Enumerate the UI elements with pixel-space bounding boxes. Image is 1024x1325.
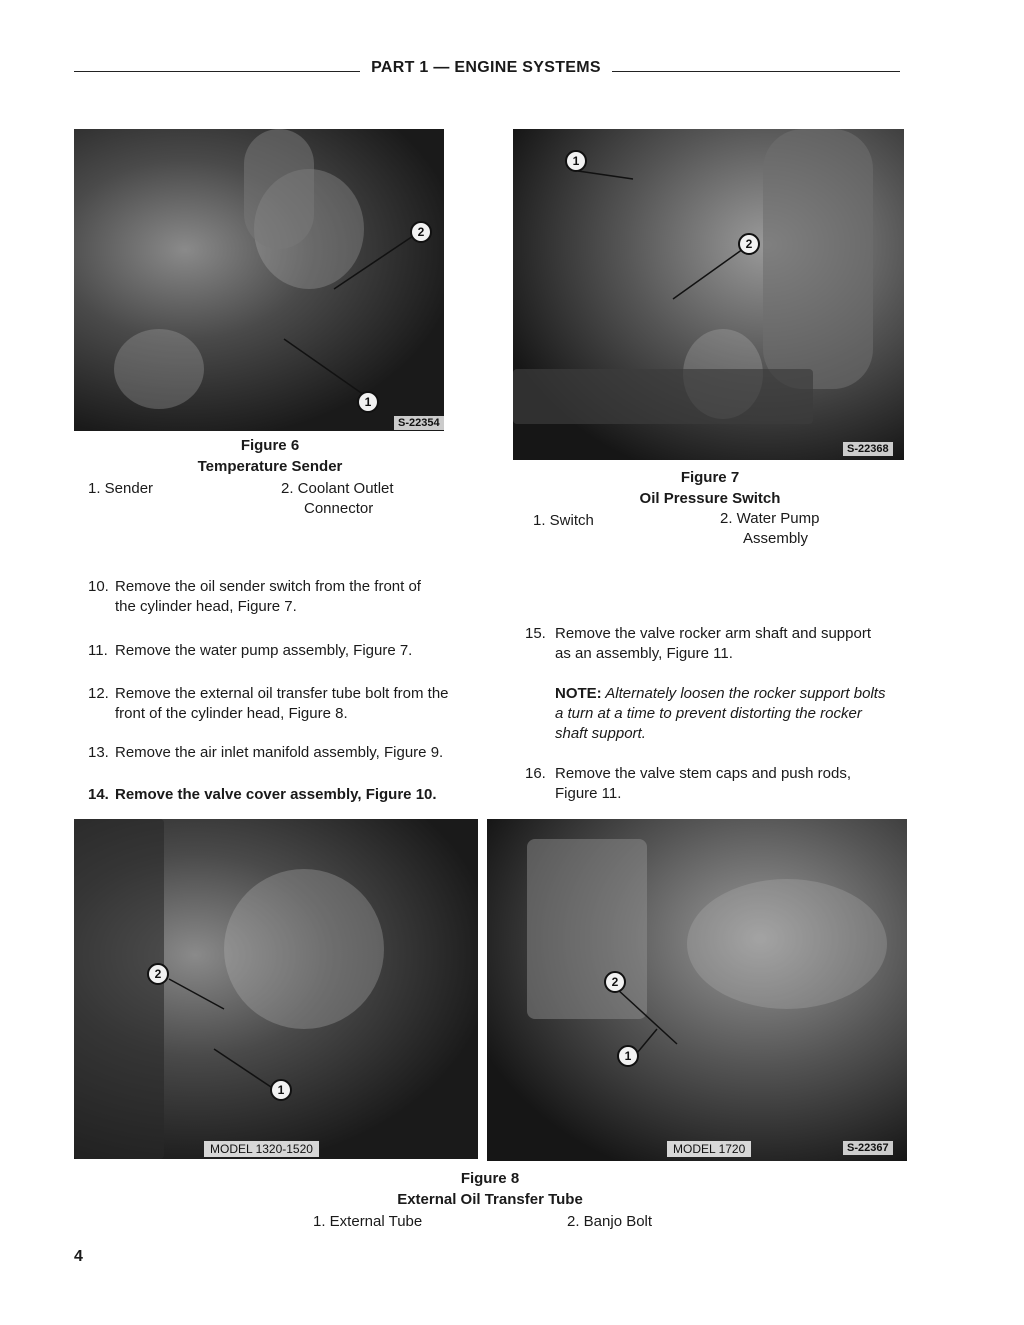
figure-6-callout-2: 2 [410, 221, 432, 243]
page-number: 4 [74, 1248, 83, 1265]
figure-8-title: External Oil Transfer Tube [397, 1191, 583, 1208]
figure-7-legend-2-line-2: Assembly [743, 530, 809, 547]
figure-7-label: Figure 7 [680, 469, 740, 486]
figure-7-title: Oil Pressure Switch [639, 490, 781, 507]
step-13: 13. Remove the air inlet manifold assembly, Figure 9. [88, 744, 444, 761]
figure-7-legend-1: 1. Switch [533, 512, 594, 529]
step-16: 16. Remove the valve stem caps and push rods, Figure 11. [525, 765, 851, 802]
figure-7-callout-2: 2 [738, 233, 760, 255]
header-rule-right [612, 71, 900, 72]
figure-6-label: Figure 6 [240, 437, 300, 454]
figure-6-photo [74, 129, 444, 431]
figure-6-legend-1: 1. Sender [88, 480, 154, 497]
figure-7-callout-1: 1 [565, 150, 587, 172]
figure-8-left-callout-2: 2 [147, 963, 169, 985]
figure-6-legend-2-line-1: 2. Coolant Outlet [281, 480, 394, 497]
figure-6-legend-2-line-2: Connector [304, 500, 374, 517]
figure-8-legend-1: 1. External Tube [313, 1213, 423, 1230]
figure-6-leader-lines [74, 129, 444, 431]
figure-6-callout-1: 1 [357, 391, 379, 413]
header-rule-left [74, 71, 360, 72]
figure-7-leader-lines [513, 129, 904, 460]
step-12: 12. Remove the external oil transfer tube bolt from the front of the cylinder head, Figure 8. [88, 685, 449, 722]
figure-8-right-model-tag: MODEL 1720 [667, 1141, 751, 1157]
note-rocker-support: NOTE: Alternately loosen the rocker support bolts a turn at a time to prevent distorting the rocker shaft support. [555, 685, 886, 742]
figure-6-title: Temperature Sender [197, 458, 343, 475]
figure-8-left-callout-1: 1 [270, 1079, 292, 1101]
figure-8-left-leader-lines [74, 819, 478, 1159]
figure-8-code: S-22367 [843, 1141, 893, 1155]
figure-8-right-leader-lines [487, 819, 907, 1161]
figure-8-left-photo [74, 819, 478, 1159]
step-15: 15. Remove the valve rocker arm shaft and support as an assembly, Figure 11. [525, 625, 871, 662]
figure-7-legend-2-line-1: 2. Water Pump [720, 510, 820, 527]
figure-8-right-callout-1: 1 [617, 1045, 639, 1067]
figure-8-left-model-tag: MODEL 1320-1520 [204, 1141, 319, 1157]
step-10: 10. Remove the oil sender switch from the front of the cylinder head, Figure 7. [88, 578, 421, 615]
figure-7-code: S-22368 [843, 442, 893, 456]
figure-8-label: Figure 8 [460, 1170, 520, 1187]
page-header-title: PART 1 — ENGINE SYSTEMS [371, 59, 601, 76]
figure-7-photo [513, 129, 904, 460]
figure-8-legend-2: 2. Banjo Bolt [567, 1213, 653, 1230]
step-11: 11. Remove the water pump assembly, Figure 7. [88, 642, 413, 659]
note-label: NOTE: [555, 685, 602, 702]
figure-8-right-photo [487, 819, 907, 1161]
step-14: 14. Remove the valve cover assembly, Figure 10. [88, 786, 437, 803]
figure-6-code: S-22354 [394, 416, 444, 430]
figure-8-right-callout-2: 2 [604, 971, 626, 993]
